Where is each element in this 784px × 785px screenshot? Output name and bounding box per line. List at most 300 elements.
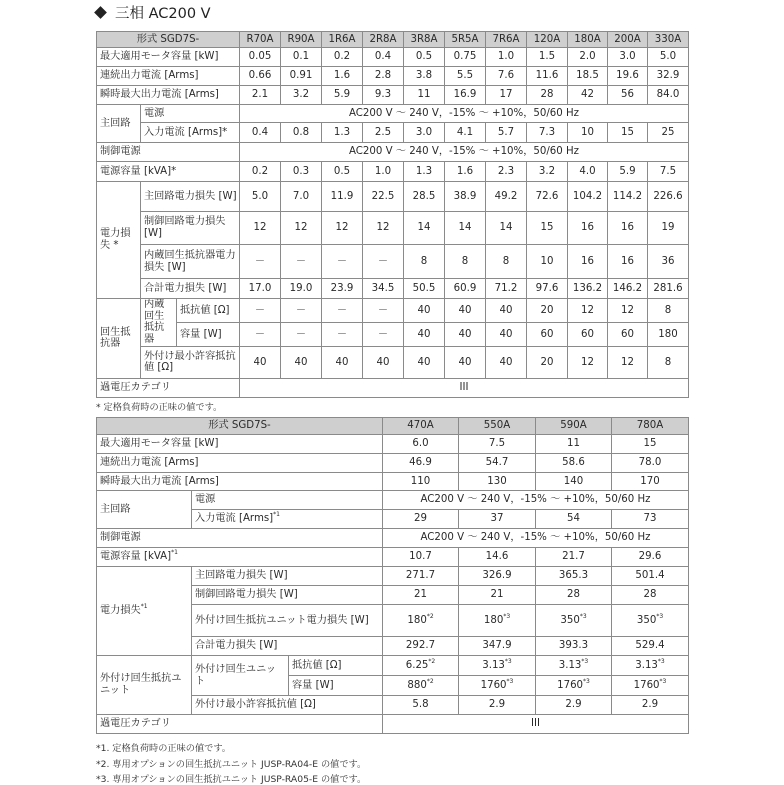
table-row: [97, 67, 689, 86]
value-text: 29: [414, 513, 427, 525]
row-label: 主回路電力損失 [W]: [141, 182, 240, 212]
table-row: [97, 454, 689, 473]
value-cell: [445, 86, 486, 105]
row-label: 外付け最小許容抵抗値 [Ω]: [141, 346, 240, 378]
value-cell: [527, 86, 568, 105]
category-label: 主回路: [97, 491, 192, 529]
table1-note: * 定格負荷時の正味の値です。: [96, 402, 223, 413]
table-row: [97, 123, 689, 143]
value-text: 5.8: [412, 699, 429, 711]
value-text: 0.66: [248, 70, 272, 82]
value-text: －: [295, 255, 307, 267]
value-text: 1.3: [415, 165, 433, 177]
value-text: 3.0: [619, 51, 636, 63]
value-text: 1760: [480, 679, 507, 691]
category-label: 外付け回生抵抗ユニット: [97, 656, 192, 715]
value-text: 5.5: [456, 70, 474, 82]
value-text: 28: [540, 89, 554, 101]
value-cell: [612, 676, 689, 696]
value-text: 40: [499, 356, 513, 368]
value-text: 4.1: [456, 126, 474, 138]
value-cell: [486, 212, 527, 245]
value-text: 40: [458, 304, 472, 316]
value-text: 7.5: [659, 165, 677, 177]
value-text: 2.5: [374, 126, 392, 138]
value-text: 0.5: [415, 51, 433, 63]
value-cell: [404, 245, 445, 279]
value-cell: [322, 123, 363, 143]
value-cell: [445, 212, 486, 245]
table-row: [97, 212, 689, 245]
value-cell: [363, 123, 404, 143]
value-text: 10: [581, 126, 594, 138]
table-row: [97, 435, 689, 454]
value-cell: [383, 567, 459, 586]
value-cell: [648, 48, 689, 67]
value-cell: [608, 67, 648, 86]
value-cell: [240, 212, 281, 245]
value-text: 60.9: [453, 282, 477, 294]
value-text: 16: [621, 222, 634, 234]
value-text: 8: [502, 255, 510, 267]
value-cell: [608, 245, 648, 279]
value-cell: [648, 245, 689, 279]
value-cell: [383, 656, 459, 676]
value-text: 180: [483, 614, 504, 626]
value-cell: [383, 473, 459, 491]
value-cell: [322, 245, 363, 279]
value-text: 14: [417, 222, 431, 234]
value-text: －: [254, 304, 266, 316]
value-text: 3.13: [482, 659, 505, 671]
value-text: －: [254, 255, 266, 267]
value-text: 3.2: [538, 165, 556, 177]
value-cell: [568, 123, 608, 143]
value-text: －: [377, 255, 389, 267]
table-row: [97, 143, 689, 162]
value-cell: [445, 322, 486, 346]
table-row: [97, 656, 689, 676]
footnote-marker: *3: [506, 677, 514, 685]
value-text: 3.0: [415, 126, 433, 138]
value-cell: [527, 245, 568, 279]
value-cell: [648, 182, 689, 212]
spec-table-1: [96, 31, 689, 398]
value-cell: [612, 637, 689, 656]
value-text: 71.2: [494, 282, 518, 294]
value-text: 21: [414, 589, 427, 601]
value-cell: [568, 322, 608, 346]
value-cell: [445, 245, 486, 279]
value-cell: [459, 605, 536, 637]
value-text: 40: [376, 356, 390, 368]
value-text: 28.5: [412, 190, 436, 202]
value-text: 12: [376, 222, 390, 234]
value-cell: [240, 123, 281, 143]
value-text: 11: [567, 438, 580, 450]
value-text: 8: [420, 255, 428, 267]
model-header: 1R6A: [322, 32, 363, 48]
value-text: －: [336, 304, 348, 316]
value-text: 146.2: [612, 282, 643, 294]
value-cell: [363, 299, 404, 323]
value-text: 170: [640, 475, 660, 487]
value-cell: [363, 346, 404, 378]
span-value: III: [383, 715, 689, 734]
value-cell: [527, 182, 568, 212]
value-cell: [240, 182, 281, 212]
value-text: 50.5: [412, 282, 436, 294]
value-cell: [363, 245, 404, 279]
value-cell: [240, 67, 281, 86]
value-cell: [612, 696, 689, 715]
value-cell: [404, 212, 445, 245]
value-text: 16: [581, 255, 594, 267]
value-text: 226.6: [653, 190, 683, 202]
row-label: 合計電力損失 [W]: [141, 279, 240, 299]
value-text: 130: [487, 475, 507, 487]
value-cell: [240, 346, 281, 378]
value-cell: [527, 279, 568, 299]
value-text: 56: [621, 89, 634, 101]
value-cell: [648, 162, 689, 182]
row-label: 容量 [W]: [177, 322, 240, 346]
value-cell: [486, 245, 527, 279]
value-text: 2.8: [374, 70, 392, 82]
model-header: 5R5A: [445, 32, 486, 48]
value-text: 9.3: [374, 89, 392, 101]
value-cell: [404, 123, 445, 143]
value-cell: [486, 322, 527, 346]
table-row: [97, 473, 689, 491]
value-text: 114.2: [612, 190, 643, 202]
row-label: 過電圧カテゴリ: [97, 378, 240, 397]
value-text: 54: [567, 513, 580, 525]
value-cell: [445, 346, 486, 378]
footnote-marker: *3: [503, 612, 511, 620]
value-text: 60: [621, 328, 634, 340]
value-cell: [608, 279, 648, 299]
footnote-marker: *2: [426, 677, 434, 685]
value-cell: [612, 454, 689, 473]
value-cell: [445, 182, 486, 212]
value-text: 19.0: [289, 282, 313, 294]
footnote-marker: *3: [659, 677, 667, 685]
row-label: 連続出力電流 [Arms]: [97, 454, 383, 473]
value-cell: [612, 605, 689, 637]
value-cell: [281, 162, 322, 182]
model-header: 780A: [612, 418, 689, 435]
model-header: 590A: [536, 418, 612, 435]
value-cell: [363, 48, 404, 67]
value-cell: [281, 346, 322, 378]
footnote-marker: *3: [656, 612, 664, 620]
value-text: 2.0: [579, 51, 596, 63]
value-cell: [486, 67, 527, 86]
value-text: 40: [499, 328, 513, 340]
value-cell: [322, 212, 363, 245]
value-text: －: [295, 328, 307, 340]
value-cell: [568, 162, 608, 182]
value-cell: [536, 435, 612, 454]
table-row: [97, 378, 689, 397]
row-label: 抵抗値 [Ω]: [289, 656, 383, 676]
table-row: [97, 529, 689, 548]
model-header: 2R8A: [363, 32, 404, 48]
value-cell: [568, 67, 608, 86]
value-cell: [486, 182, 527, 212]
value-text: －: [336, 328, 348, 340]
value-text: 180: [407, 614, 427, 626]
value-text: 22.5: [371, 190, 395, 202]
value-text: 16: [621, 255, 634, 267]
sub-category-label: 内蔵回生抵抗器: [141, 299, 177, 347]
value-cell: [363, 162, 404, 182]
value-text: 10: [540, 255, 554, 267]
value-text: 97.6: [535, 282, 559, 294]
table-row: [97, 346, 689, 378]
value-text: 11.9: [330, 190, 354, 202]
value-cell: [527, 212, 568, 245]
footnote-marker: *3: [579, 612, 587, 620]
row-label: 過電圧カテゴリ: [97, 715, 383, 734]
value-text: 7.3: [538, 126, 556, 138]
value-cell: [648, 346, 689, 378]
value-cell: [322, 162, 363, 182]
value-cell: [527, 123, 568, 143]
value-cell: [612, 435, 689, 454]
value-text: 16: [581, 222, 594, 234]
value-cell: [486, 346, 527, 378]
value-text: 38.9: [453, 190, 477, 202]
value-text: 12: [581, 304, 594, 316]
value-text: 8: [664, 304, 672, 316]
value-text: 3.2: [292, 89, 310, 101]
value-cell: [363, 86, 404, 105]
value-text: 880: [407, 679, 427, 691]
value-text: 501.4: [635, 570, 665, 582]
model-header: 120A: [527, 32, 568, 48]
value-cell: [459, 567, 536, 586]
value-text: 17.0: [248, 282, 272, 294]
value-cell: [486, 86, 527, 105]
value-text: 34.5: [371, 282, 395, 294]
value-cell: [536, 567, 612, 586]
table-row: [97, 567, 689, 586]
value-cell: [322, 182, 363, 212]
value-text: 1.6: [456, 165, 474, 177]
value-cell: [363, 212, 404, 245]
value-text: 326.9: [482, 570, 512, 582]
value-text: 2.3: [497, 165, 515, 177]
value-cell: [608, 86, 648, 105]
value-text: 20: [540, 304, 554, 316]
value-text: 5.7: [497, 126, 515, 138]
value-text: 1.3: [333, 126, 351, 138]
row-label: 瞬時最大出力電流 [Arms]: [97, 473, 383, 491]
value-text: 1.5: [538, 51, 556, 63]
value-text: －: [377, 328, 389, 340]
value-cell: [486, 48, 527, 67]
value-cell: [459, 586, 536, 605]
table2-header-label: 形式 SGD7S-: [97, 418, 383, 435]
value-cell: [363, 322, 404, 346]
value-cell: [445, 279, 486, 299]
span-value: AC200 V ～ 240 V，-15% ～ +10%，50/60 Hz: [383, 529, 689, 548]
diamond-bullet-icon: [94, 6, 107, 19]
value-text: 110: [410, 475, 431, 487]
value-text: －: [377, 304, 389, 316]
value-text: 40: [417, 356, 431, 368]
footnote-marker: *3: [583, 677, 590, 685]
value-cell: [404, 162, 445, 182]
value-text: 12: [335, 222, 349, 234]
value-cell: [486, 299, 527, 323]
value-cell: [445, 123, 486, 143]
value-cell: [608, 48, 648, 67]
value-cell: [536, 676, 612, 696]
value-cell: [536, 473, 612, 491]
value-text: 0.8: [292, 126, 310, 138]
footnote-2: *2. 専用オプションの回生抵抗ユニット JUSP-RA04-E の値です。: [96, 759, 367, 770]
value-cell: [459, 676, 536, 696]
value-text: 28: [567, 589, 580, 601]
value-cell: [383, 696, 459, 715]
model-header: R70A: [240, 32, 281, 48]
value-cell: [608, 182, 648, 212]
value-text: 350: [560, 614, 580, 626]
span-value: AC200 V ～ 240 V，-15% ～ +10%，50/60 Hz: [383, 491, 689, 510]
value-text: 40: [253, 356, 267, 368]
row-label: 内蔵回生抵抗器電力損失 [W]: [141, 245, 240, 279]
row-label-text: 電源容量 [kVA]: [100, 551, 172, 563]
footnote-marker: *1: [140, 603, 148, 611]
value-cell: [240, 48, 281, 67]
value-cell: [445, 67, 486, 86]
value-text: －: [295, 304, 307, 316]
value-cell: [322, 86, 363, 105]
value-cell: [608, 212, 648, 245]
value-text: 0.91: [289, 70, 313, 82]
value-text: 365.3: [558, 570, 589, 582]
value-text: 21.7: [562, 551, 585, 563]
value-text: 12: [294, 222, 308, 234]
value-text: 5.0: [251, 190, 269, 202]
value-cell: [383, 586, 459, 605]
value-text: 40: [458, 356, 472, 368]
value-cell: [568, 245, 608, 279]
table-row: [97, 86, 689, 105]
value-cell: [568, 346, 608, 378]
value-cell: [383, 605, 459, 637]
value-text: 14.6: [485, 551, 509, 563]
value-cell: [383, 676, 459, 696]
table-row: [97, 48, 689, 67]
value-cell: [536, 696, 612, 715]
category-label: [97, 567, 192, 656]
footnote-3: *3. 専用オプションの回生抵抗ユニット JUSP-RA05-E の値です。: [96, 774, 367, 785]
table-row: [97, 491, 689, 510]
value-text: －: [336, 255, 348, 267]
value-text: 32.9: [656, 70, 680, 82]
value-text: 40: [458, 328, 472, 340]
value-cell: [648, 86, 689, 105]
value-text: 4.0: [579, 165, 596, 177]
value-cell: [612, 586, 689, 605]
value-text: 0.4: [374, 51, 392, 63]
value-cell: [612, 510, 689, 529]
value-cell: [536, 656, 612, 676]
row-label: 制御電源: [97, 529, 383, 548]
value-cell: [459, 435, 536, 454]
value-text: 12: [581, 356, 594, 368]
value-cell: [281, 86, 322, 105]
value-cell: [536, 637, 612, 656]
value-text: 8: [664, 356, 672, 368]
value-text: 2.1: [251, 89, 269, 101]
value-cell: [404, 67, 445, 86]
value-text: 1.0: [497, 51, 515, 63]
value-text: 393.3: [558, 640, 589, 652]
row-label: 外付け最小許容抵抗値 [Ω]: [192, 696, 383, 715]
value-cell: [608, 123, 648, 143]
category-label: 主回路: [97, 105, 141, 143]
value-cell: [445, 299, 486, 323]
row-label: 外付け回生抵抗ユニット電力損失 [W]: [192, 605, 383, 637]
value-text: 0.3: [292, 165, 310, 177]
row-label: 制御電源: [97, 143, 240, 162]
value-cell: [281, 182, 322, 212]
table-row: [97, 548, 689, 567]
value-text: 16.9: [453, 89, 477, 101]
value-text: 140: [563, 475, 584, 487]
value-cell: [527, 162, 568, 182]
row-label: 電源容量 [kVA]*: [97, 162, 240, 182]
value-text: 19.6: [616, 70, 639, 82]
value-text: 0.2: [333, 51, 351, 63]
value-cell: [240, 322, 281, 346]
value-cell: [363, 279, 404, 299]
row-label: 連続出力電流 [Arms]: [97, 67, 240, 86]
value-text: 11.6: [535, 70, 559, 82]
model-header: 7R6A: [486, 32, 527, 48]
value-cell: [486, 162, 527, 182]
value-text: 3.13: [635, 659, 658, 671]
footnote-marker: *1: [273, 511, 280, 519]
row-label: 電源: [141, 105, 240, 123]
value-cell: [486, 123, 527, 143]
value-text: 2.9: [641, 699, 659, 711]
value-cell: [648, 279, 689, 299]
value-cell: [281, 48, 322, 67]
value-cell: [536, 454, 612, 473]
value-cell: [608, 322, 648, 346]
value-text: 49.2: [494, 190, 518, 202]
model-header: 200A: [608, 32, 648, 48]
value-cell: [240, 86, 281, 105]
value-cell: [536, 605, 612, 637]
value-cell: [568, 279, 608, 299]
value-cell: [527, 346, 568, 378]
value-text: 12: [253, 222, 267, 234]
table-row: [97, 715, 689, 734]
value-cell: [568, 182, 608, 212]
value-cell: [568, 299, 608, 323]
value-text: 3.8: [415, 70, 433, 82]
value-text: 23.9: [330, 282, 354, 294]
value-text: 12: [621, 304, 634, 316]
value-cell: [383, 435, 459, 454]
